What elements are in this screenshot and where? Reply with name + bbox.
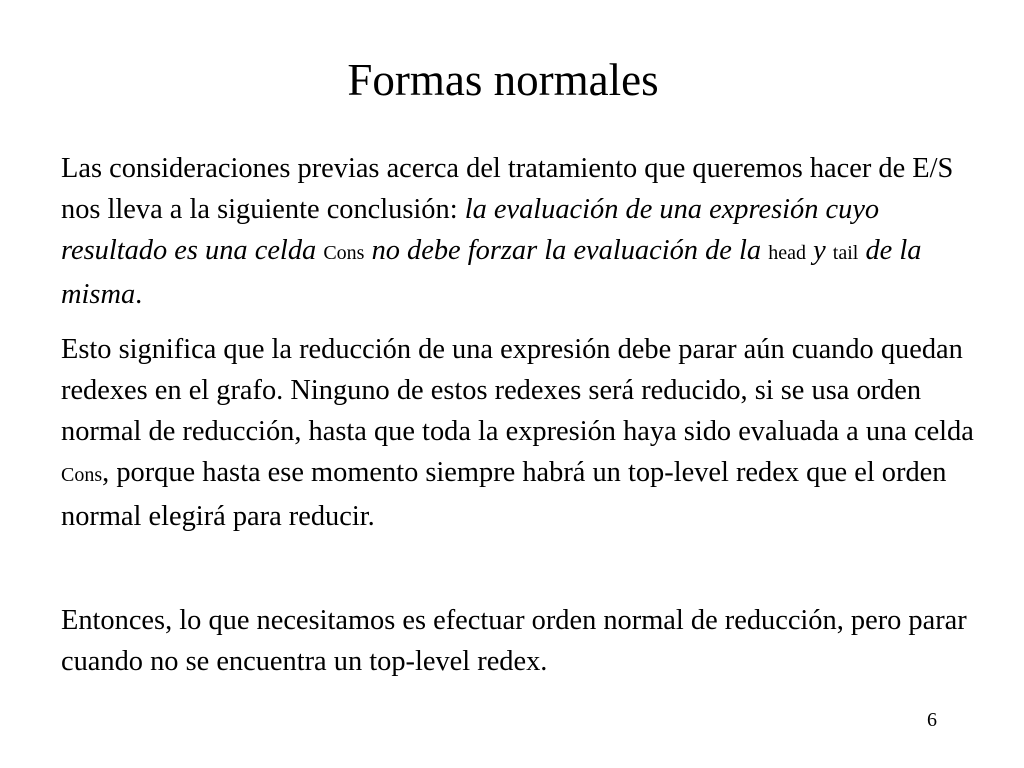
- italic-phrase: de la misma: [61, 235, 922, 310]
- code-term-tail: tail: [832, 242, 859, 264]
- paragraph-text: , porque hasta ese momento siempre habrá un top-level redex que el orden normal elegirá para reducir.: [61, 457, 947, 532]
- code-term-cons: Cons: [323, 242, 365, 264]
- paragraph-conclusion: [61, 148, 976, 315]
- period: .: [135, 279, 143, 310]
- paragraph-reduction: [61, 329, 976, 537]
- italic-phrase: la evaluación de una expresión cuyo resultado es una celda: [61, 194, 880, 266]
- page-number: 6: [927, 709, 937, 731]
- paragraph-text: Esto significa que la reducción de una expresión debe parar aún cuando quedan redexes en el grafo. Ninguno de estos redexes será reducido, si se usa orden normal de reducción, hasta que toda la expresión haya sido evaluada a una celda: [61, 334, 974, 447]
- slide-title: Formas normales: [347, 55, 659, 105]
- italic-conjunction: y: [813, 235, 826, 266]
- paragraph-summary: Entonces, lo que necesitamos es efectuar orden normal de reducción, pero parar cuando no se encuentra un top-level redex.: [61, 605, 967, 677]
- code-term-head: head: [768, 242, 806, 264]
- paragraph-text: Las consideraciones previas acerca del tratamiento que queremos hacer de E/S nos lleva a la siguiente conclusión:: [61, 153, 954, 225]
- italic-phrase: no debe forzar la evaluación de la: [371, 235, 762, 266]
- code-term-cons: Cons: [61, 464, 103, 486]
